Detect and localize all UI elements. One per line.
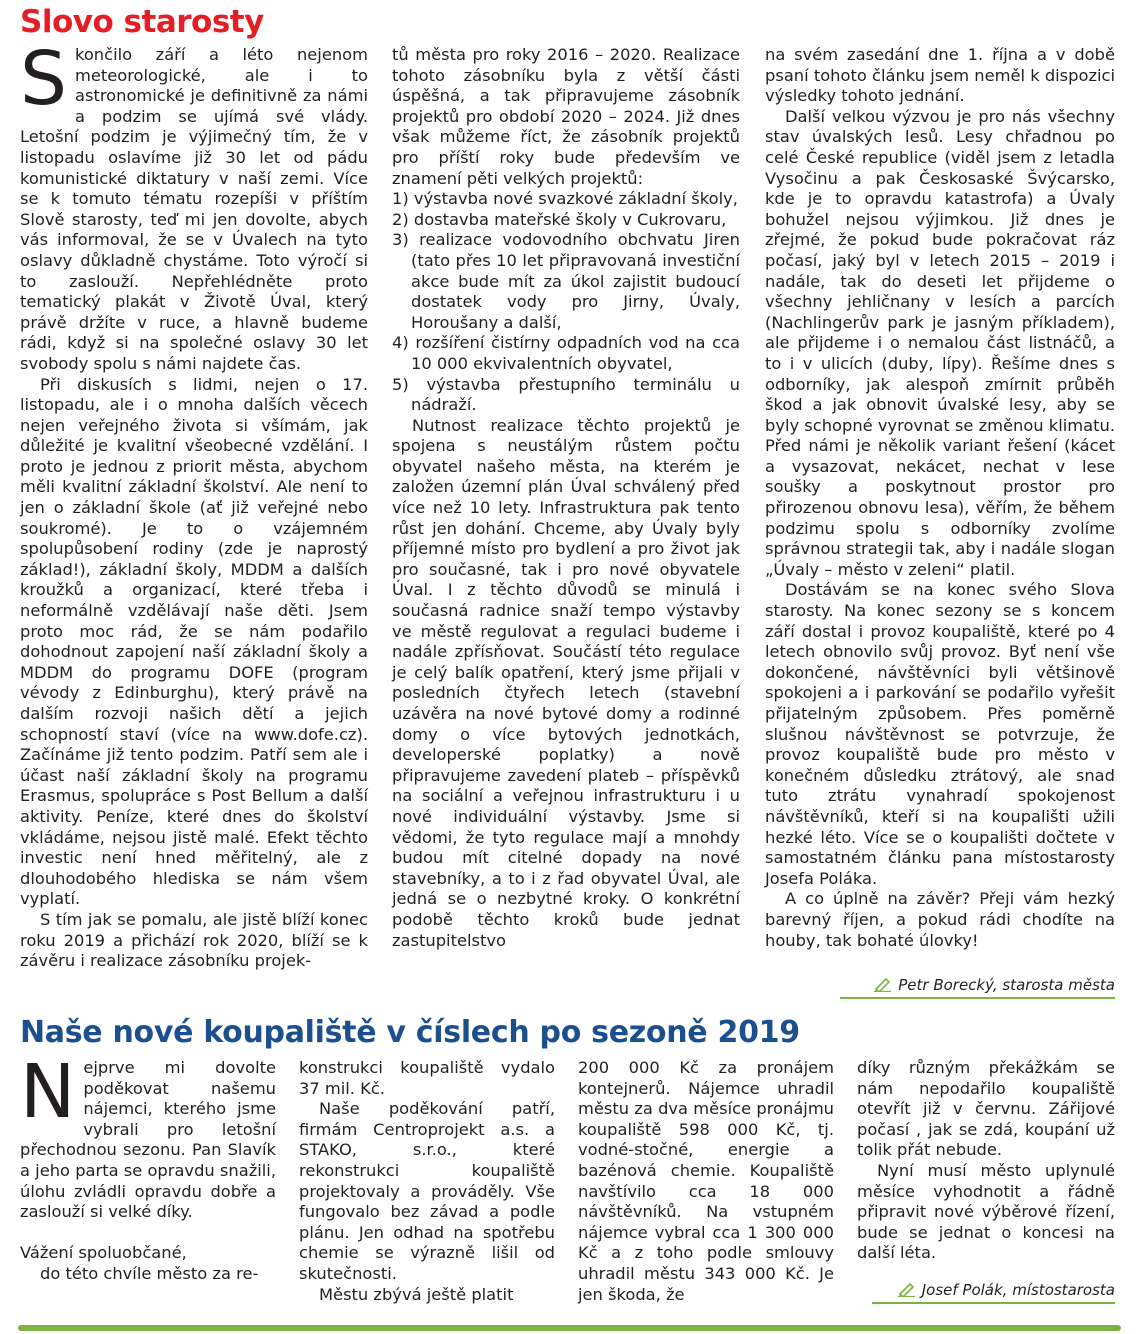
paragraph: na svém zasedání dne 1. října a v době psaní tohoto článku jsem neměl k dispozici výsledky tohoto jednání.: [765, 45, 1115, 106]
list-item: 3) realizace vodovodního obchvatu Jiren (tato přes 10 let připravovaná investiční akce bude mít za úkol zajistit budoucí dostatek vody pro Jirny, Úvaly, Horoušany a další,: [392, 230, 740, 332]
article2-column-3: [578, 1058, 834, 1306]
article1-column-1: [20, 36, 368, 1000]
paragraph: A co úplně na závěr? Přeji vám hezký barevný říjen, a pokud rádi chodíte na houby, tak bohaté úlovky!: [765, 889, 1115, 950]
paragraph: S tím jak se pomalu, ale jistě blíží konec roku 2019 a přichází rok 2020, blíží se k závěru i realizace zásobníku projek-: [20, 909, 368, 971]
article2-column-4: [857, 1058, 1115, 1278]
bottom-divider: [18, 1325, 1121, 1331]
paragraph: konstrukci koupaliště vydalo 37 mil. Kč.: [299, 1058, 555, 1098]
list-item: 4) rozšíření čistírny odpadních vod na cca 10 000 ekvivalentních obyvatel,: [392, 333, 740, 373]
paragraph: Při diskusích s lidmi, nejen o 17. listopadu, ale i o mnoha dalších věcech nejen veřejného života si všímám, jak důležité je kvalitní všeobecné vzdělání. I proto je jednou z priorit města, abychom měli kvalitní základní školství. Ale není to jen o základní škole (ať již veřejné nebo soukromé). Je to o vzájemném spolupůsobení rodiny (zde je naprostý základ!), základní školy, MDDM a dalších kroužků a organizací, které třeba i neformálně vzdělávají naše děti. Jsem proto moc rád, že se nám podařilo dohodnout zapojení naší základní školy a MDDM do programu DOFE (program vévody z Edinburghu), který právě na dalším rozvoji našich dětí a jejich schopností staví (více na www.dofe.cz). Začínáme již tento podzim. Patří sem ale i účast naší základní školy na programu Erasmus, spolupráce s Post Bellum a další aktivity. Peníze, které dnes do školství vkládáme, nejsou jistě malé. Efekt těchto investic není hned měřitelný, ale z dlouhodobého hlediska se nám všem vyplatí.: [20, 374, 368, 909]
list-item: 2) dostavba mateřské školy v Cukrovaru,: [392, 209, 727, 229]
drop-cap: S: [20, 36, 67, 122]
paragraph: 200 000 Kč za pronájem kontejnerů. Nájemce uhradil městu za dva měsíce pronájmu koupaliště 598 000 Kč, tj. vodné-stočné, energie a bazénová chemie. Koupaliště navštívilo cca 18 000 návštěvníků. Na vstupném nájemce vybral cca 1 300 000 Kč a z toho podle smlouvy uhradil městu 343 000 Kč. Je jen škoda, že: [578, 1058, 834, 1304]
paragraph: Městu zbývá ještě platit: [319, 1284, 514, 1304]
pen-icon: [874, 976, 892, 997]
paragraph: Nyní musí město uplynulé měsíce vyhodnotit a řádně připravit nové výběrové řízení, bude se jednat o koncesi na další léta.: [857, 1160, 1115, 1263]
author-signature: [898, 1280, 1115, 1302]
pen-icon: [898, 1281, 916, 1302]
paragraph: do této chvíle město za re-: [40, 1263, 259, 1283]
paragraph: díky různým překážkám se nám nepodařilo koupaliště otevřít již v červnu. Zářijové počasí , jak se zdá, koupání už tolik přát nebude.: [857, 1058, 1115, 1160]
drop-cap: N: [20, 1049, 76, 1135]
paragraph: Vážení spoluobčané,: [20, 1243, 187, 1263]
paragraph: ejprve mi dovolte poděkovat našemu nájemci, kterého jsme vybrali pro letošní přechodnou sezonu. Pan Slavík a jeho parta se opravdu snažili, úlohu zvládli opravdu dobře a zaslouží si velké díky.: [20, 1058, 276, 1222]
article1-column-3: [765, 45, 1115, 965]
paragraph: Nutnost realizace těchto projektů je spojena s neustálým růstem počtu obyvatel našeho města, na kterém je založen územní plán Úval schválený před více než 10 lety. Infrastruktura pak tento růst jen dohání. Chceme, aby Úvaly byly příjemné místo pro bydlení a pro život jak pro současné, tak i pro nové obyvatele Úval. I z těchto důvodů se minulá i současná radnice snaží tempo výstavby ve městě regulovat a regulaci budeme i nadále zpřísňovat. Součástí této regulace je celý balík opatření, který jsme přijali v posledních čtyřech letech (stavební uzávěra na nové bytové domy a rodinné domy o více bytových jednotkách, developerské poplatky) a nově připravujeme zavedení plateb – příspěvků na sociální a veřejnou infrastrukturu i u nové individuální výstavby. Jsme si vědomi, že tyto regulace mají a mnohdy budou mít citelné dopady na nové stavebníky, a to i z řad obyvatel Úval, ale jedná se o nezbytné kroky. O konkrétní podobě těchto kroků bude jednat zastupitelstvo: [392, 415, 740, 950]
project-list: [392, 189, 740, 416]
paragraph: končilo září a léto nejenom meteorologické, ale i to astronomické je definitivně za námi a podzim se ujímá své vlády. Letošní podzim je výjimečný tím, že v listopadu oslavíme již 30 let od pádu komunistické diktatury v naší zemi. Více se k tomuto tématu rozepíši v příštím Slově starosty, teď mi jen dovolte, abych vás informoval, že se v Úvalech na tyto oslavy důkladně chystáme. Toto výročí si to zaslouží. Nepřehlédněte proto tematický plakát v Životě Úval, který právě držíte v ruce, a hlavně budeme rádi, když si na společné oslavy 30 let svobody spolu s námi najdete čas.: [20, 45, 368, 373]
author-signature: [874, 975, 1115, 997]
article2-column-1: [20, 1049, 276, 1306]
signature-underline: [840, 997, 1115, 999]
paragraph: Dostávám se na konec svého Slova starosty. Na konec sezony se s koncem září dostal i provoz koupaliště, které po 4 letech obnovilo svůj provoz. Byť není vše dokončené, návštěvníci byli většinově spokojeni a i parkování se podařilo vyřešit přijatelným způsobem. Přes poměrně slušnou návštěvnost se potvrzuje, že provoz koupaliště bude pro město v konečném důsledku ztrátový, ale snad tuto ztrátu vynahradí spokojenost návštěvníků, kteří si na koupališti užili hezké léto. Více se o koupališti dočtete v samostatném článku pana místostarosty Josefa Poláka.: [765, 580, 1115, 888]
article-title: Slovo starosty: [20, 4, 264, 40]
paragraph: tů města pro roky 2016 – 2020. Realizace tohoto zásobníku byla z větší části úspěšná, a tak připravujeme zásobník projektů pro období 2020 – 2024. Již dnes však můžeme říct, že zásobník projektů pro příští roky bude především ve znamení pěti velkých projektů:: [392, 45, 740, 188]
article2-column-2: [299, 1058, 555, 1306]
signature-text: Josef Polák, místostarosta: [921, 1281, 1115, 1299]
list-item: 5) výstavba přestupního terminálu u nádraží.: [392, 374, 740, 415]
article1-column-2: [392, 45, 740, 1000]
paragraph: Další velkou výzvou je pro nás všechny stav úvalských lesů. Lesy chřadnou po celé České republice (viděl jsem z letadla Vysočinu a pak Českosaské Švýcarsko, kde je to opravdu katastrofa) a Úvaly bohužel nejsou výjimkou. Již dnes je zřejmé, že pokud bude pokračovat ráz počasí, jaký byl v letech 2015 – 2019 i nadále, tak do deseti let přijdeme o všechny jehličnany v lesích a parcích (Nachlingerův park je jasným příkladem), ale přijdeme i o nemalou část listnáčů, a to i v ulicích (duby, lípy). Řešíme dnes s odborníky, jak alespoň zmírnit průběh škod a jak obnovit úvalské lesy, aby se byly schopné vyrovnat se změnou klimatu. Před námi je několik variant řešení (kácet a vysazovat, nekácet, nechat v lese soušky a poskytnout prostor pro přirozenou obnovu lesa), věřím, že během podzimu spolu s odborníky zvolíme správnou strategii tak, aby i nadále slogan „Úvaly – město v zeleni“ platil.: [765, 106, 1115, 579]
list-item: 1) výstavba nové svazkové základní školy,: [392, 189, 738, 209]
article-title: Naše nové koupaliště v číslech po sezoně 2019: [20, 1015, 800, 1050]
signature-underline: [872, 1302, 1115, 1304]
paragraph: Naše poděkování patří, firmám Centroprojekt a.s. a STAKO, s.r.o., které rekonstrukci koupaliště projektovaly a prováděly. Vše fungovalo bez závad a podle plánu. Jen odhad na spotřebu chemie se výrazně lišil od skutečnosti.: [299, 1099, 555, 1283]
signature-text: Petr Borecký, starosta města: [898, 976, 1115, 994]
